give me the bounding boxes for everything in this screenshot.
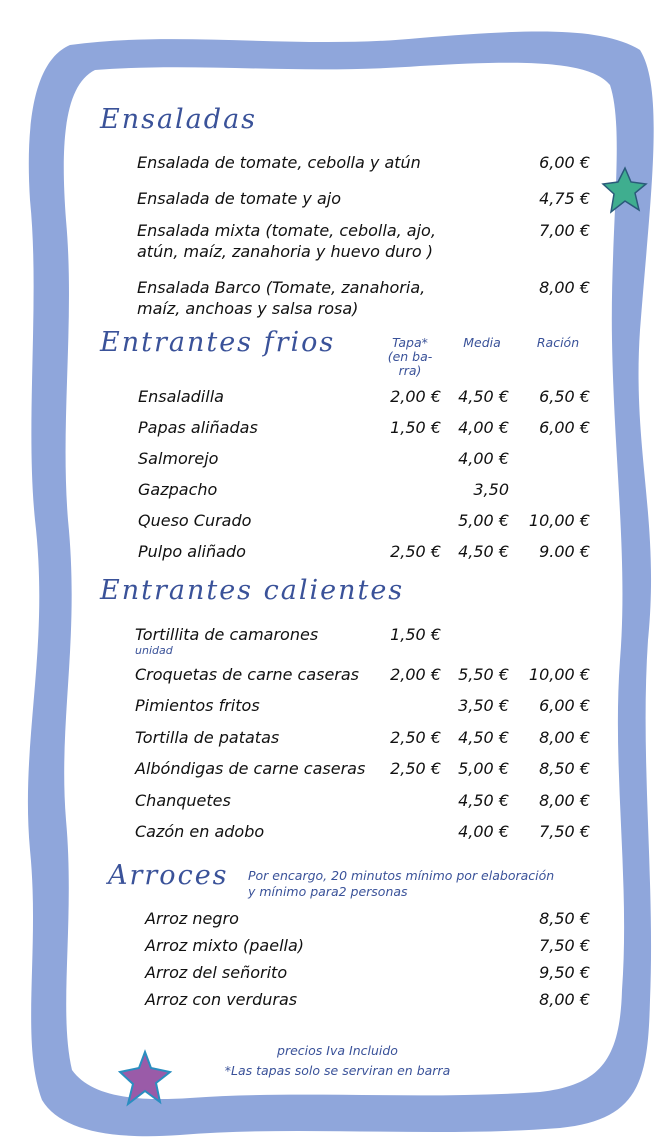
item-name-line2: maíz, anchoas y salsa rosa): [137, 299, 359, 318]
item-name: Ensalada Barco (Tomate, zanahoria,: [137, 278, 426, 297]
price: 6,00 €: [539, 153, 590, 172]
arroces-note: Por encargo, 20 minutos mínimo por elaboración: [248, 868, 555, 883]
item-name: Croquetas de carne caseras: [135, 665, 360, 684]
section-title: Arroces: [108, 860, 229, 891]
price: 4,50 €: [458, 728, 509, 747]
column-header-tapa: (en ba-: [387, 349, 433, 364]
price: 4,00 €: [458, 449, 509, 468]
item-name: Tortilla de patatas: [135, 728, 280, 747]
price: 7,50 €: [539, 822, 590, 841]
price: 10,00 €: [528, 511, 590, 530]
price: 4,50 €: [458, 542, 509, 561]
item-name: Pulpo aliñado: [138, 542, 246, 561]
item-name: Papas aliñadas: [138, 418, 258, 437]
column-header-tapa: Tapa*: [392, 335, 428, 350]
price: 4,50 €: [458, 387, 509, 406]
price: 4,00 €: [458, 822, 509, 841]
item-name: Pimientos fritos: [135, 696, 260, 715]
price: 1,50 €: [390, 418, 441, 437]
item-name: Arroz con verduras: [145, 990, 298, 1009]
item-name: Arroz negro: [145, 909, 239, 928]
price: 2,50 €: [390, 542, 441, 561]
price: 2,00 €: [390, 387, 441, 406]
price: 4,75 €: [539, 189, 590, 208]
footer-tapas-note: *Las tapas solo se serviran en barra: [224, 1063, 451, 1078]
price: 6,00 €: [539, 696, 590, 715]
item-name: Salmorejo: [138, 449, 219, 468]
price: 8,00 €: [539, 278, 590, 297]
price: 8,00 €: [539, 728, 590, 747]
item-note: unidad: [135, 644, 173, 657]
item-name: Arroz mixto (paella): [145, 936, 305, 955]
item-name: Gazpacho: [138, 480, 218, 499]
column-header-tapa: rra): [398, 363, 422, 378]
section-title: Entrantes calientes: [100, 575, 405, 606]
price: 8,50 €: [539, 759, 590, 778]
price: 9.00 €: [539, 542, 590, 561]
price: 2,00 €: [390, 665, 441, 684]
item-name: Ensalada de tomate y ajo: [137, 189, 342, 208]
item-name: Queso Curado: [138, 511, 252, 530]
item-name: Ensalada de tomate, cebolla y atún: [137, 153, 421, 172]
price: 7,50 €: [539, 936, 590, 955]
price: 2,50 €: [390, 759, 441, 778]
column-header-racion: Ración: [536, 335, 580, 350]
column-header-media: Media: [463, 335, 501, 350]
price: 5,50 €: [458, 665, 509, 684]
item-name: Cazón en adobo: [135, 822, 265, 841]
price: 2,50 €: [390, 728, 441, 747]
price: 1,50 €: [390, 625, 441, 644]
item-name: Ensaladilla: [138, 387, 224, 406]
price: 4,00 €: [458, 418, 509, 437]
price: 8,50 €: [539, 909, 590, 928]
price: 4,50 €: [458, 791, 509, 810]
item-name: Chanquetes: [135, 791, 231, 810]
item-name: Arroz del señorito: [145, 963, 288, 982]
price: 9,50 €: [539, 963, 590, 982]
price: 8,00 €: [539, 791, 590, 810]
item-name: Albóndigas de carne caseras: [135, 759, 366, 778]
item-name-line2: atún, maíz, zanahoria y huevo duro ): [137, 242, 433, 261]
item-name: Tortillita de camarones: [135, 625, 319, 644]
price: 6,00 €: [539, 418, 590, 437]
footer-iva: precios Iva Incluido: [277, 1043, 398, 1058]
section-title: Entrantes frios: [100, 327, 336, 358]
price: 8,00 €: [539, 990, 590, 1009]
starfish-purple-icon: [120, 1052, 170, 1104]
price: 6,50 €: [539, 387, 590, 406]
arroces-note: y mínimo para2 personas: [248, 884, 408, 899]
price: 3,50: [473, 480, 509, 499]
price: 7,00 €: [539, 221, 590, 240]
price: 3,50 €: [458, 696, 509, 715]
price: 5,00 €: [458, 511, 509, 530]
price: 5,00 €: [458, 759, 509, 778]
section-title: Ensaladas: [100, 104, 258, 135]
price: 10,00 €: [528, 665, 590, 684]
item-name: Ensalada mixta (tomate, cebolla, ajo,: [137, 221, 436, 240]
